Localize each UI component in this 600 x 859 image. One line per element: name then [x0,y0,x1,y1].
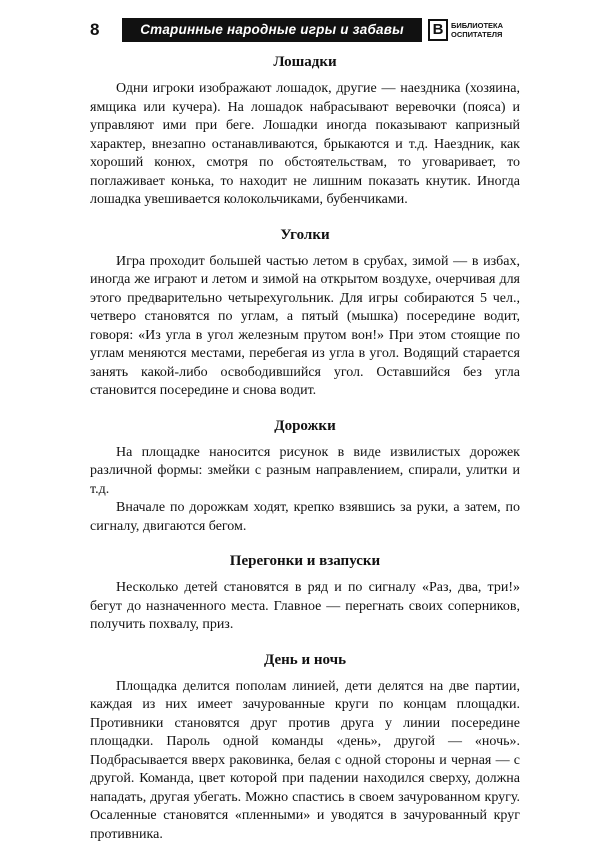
page-header [90,18,520,42]
series-letter-icon: B [428,19,448,41]
section-title: День и ночь [263,651,347,668]
section-title: Уголки [280,226,330,243]
section-ugolki [90,225,520,401]
series-name-line2: ОСПИТАТЕЛЯ [451,30,503,39]
section-dorozhki [90,416,520,537]
page-content [90,52,520,859]
paragraph: Одни игроки изображают лошадок, другие — наездника (хозяина, ямщика или кучера). На лошадок набрасывают веревочки (пояса) и управляют ими при беге. Лошадки иногда показывают капризный характер, внезапно останавливаются, брыкаются и т.д. Наездник, как хороший конюх, смотря по обстоятельствам, то уговаривает, то поглаживает конька, то находит не лишним показать кнутик. Иногда лошадка увешивается колокольчиками, бубенчиками. [90,81,520,207]
series-name [451,21,503,39]
paragraph: Несколько детей становятся в ряд и по сигналу «Раз, два, три!» бегут до назначенного места. Главное — перегнать своих соперников, получить похвалу, приз. [90,580,520,632]
series-logo [428,18,520,42]
page-number: 8 [90,20,100,39]
paragraph: На площадке наносится рисунок в виде извилистых дорожек различной формы: змейки с разным направлением, спирали, улитки и т.д. [90,444,520,497]
running-title: Старинные народные игры и забавы [122,18,422,42]
paragraph: Игра проходит большей частью летом в срубах, зимой — в избах, иногда же играют и летом и зимой на открытом воздухе, очерчивая для этого предварительно четырехугольник. Для игры собираются 5 чел., четверо становятся по углам, а пятый (мышка) посередине водит, говоря: «Из угла в угол железным прутом вон!» При этом стоящие по углам меняются местами, перебегая из угла в угол. Водящий старается занять какой-либо освободившийся угол. Оставшийся без угла становится посередине и снова водит. [90,253,520,398]
section-title: Лошадки [273,54,337,70]
paragraph: Вначале по дорожкам ходят, крепко взявшись за руки, а затем, по сигналу, двигаются бегом. [90,500,520,534]
section-loshadki [90,52,520,210]
section-den-i-noch [90,650,520,845]
paragraph: Площадка делится пополам линией, дети делятся на две партии, каждая из них имеет зачурованные круги по концам площадки. Противники становятся друг против друга у линии посередине площадки. Пароль одной команды «день», другой — «ночь». Подбрасывается вверх раковинка, белая с одной стороны и черная — с другой. Команда, цвет которой при падении находился сверху, должна нападать, другая убегать. Можно спастись в своем зачурованном кругу. Осаленные становятся «пленными» и уводятся в зачурованный круг противника. [90,678,520,842]
series-name-line1: БИБЛИОТЕКА [451,21,504,30]
section-title: Перегонки и взапуски [229,553,381,569]
section-peregonki [90,551,520,635]
section-title: Дорожки [274,417,336,434]
